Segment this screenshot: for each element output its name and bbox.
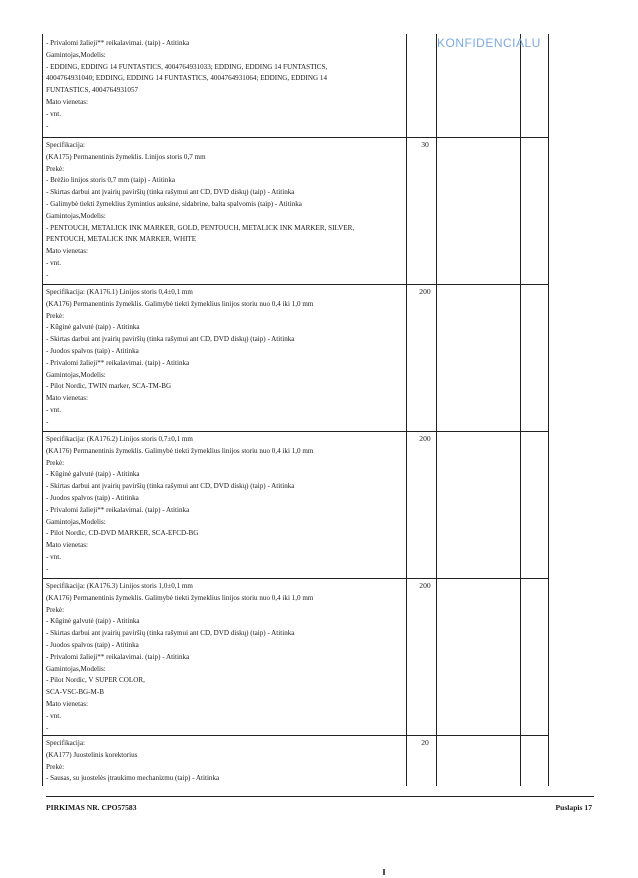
desc-line: - Skirtas darbui ant įvairių paviršių (tinka rašymui ant CD, DVD diskų) (taip) - Atitinka <box>46 482 295 491</box>
desc-line: - Skirtas darbui ant įvairių paviršių (tinka rašymui ant CD, DVD diskų) (taip) - Atitinka <box>46 188 295 197</box>
desc-line: - Brėžio linijos storis 0,7 mm (taip) - Atitinka <box>46 176 176 185</box>
desc-line: Specifikacija: (KA176.1) Linijos storis 0,4±0,1 mm <box>46 288 193 296</box>
desc-line: (KA177) Juostelinis korektorius <box>46 750 138 759</box>
row-description <box>46 38 404 132</box>
desc-line: Gamintojas,Modelis: <box>46 517 106 526</box>
desc-line: Prekė: <box>46 605 65 614</box>
scan-artifact <box>383 869 385 875</box>
desc-line: - Privalomi žalieji** reikalavimai. (taip) - Atitinka <box>46 505 190 514</box>
table-right-border <box>548 34 549 786</box>
row-separator <box>42 735 549 736</box>
desc-line: Gamintojas,Modelis: <box>46 211 106 220</box>
desc-line: Specifikacija: (KA176.3) Linijos storis 1,0±0,1 mm <box>46 582 193 590</box>
desc-line: - PENTOUCH, METALICK INK MARKER, GOLD, PENTOUCH, METALICK INK MARKER, SILVER, <box>46 223 355 232</box>
desc-line: - Privalomi žalieji** reikalavimai. (taip) - Atitinka <box>46 39 190 47</box>
footer-rule <box>46 796 594 797</box>
row-description <box>46 140 404 282</box>
table-col-divider-2 <box>436 34 437 786</box>
footer-page-number: Puslapis 17 <box>555 803 592 812</box>
row-quantity: 200 <box>419 581 431 590</box>
row-quantity: 30 <box>421 140 429 149</box>
table-left-border <box>42 34 43 786</box>
row-quantity: 200 <box>419 287 431 296</box>
desc-line: Specifikacija: <box>46 739 85 747</box>
row-separator <box>42 431 549 432</box>
desc-line: Mato vienetas: <box>46 394 88 403</box>
desc-line: - EDDING, EDDING 14 FUNTASTICS, 4004764931033; EDDING, EDDING 14 FUNTASTICS, <box>46 62 328 71</box>
desc-line: Mato vienetas: <box>46 97 88 106</box>
desc-line: - Pilot Nordic, CD-DVD MARKER, SCA-EFCD-BG <box>46 529 199 538</box>
row-separator <box>42 137 549 138</box>
desc-line: (KA175) Permanentinis žymeklis. Linijos storis 0,7 mm <box>46 152 206 161</box>
desc-line: Gamintojas,Modelis: <box>46 50 106 59</box>
desc-line: - vnt. <box>46 405 61 414</box>
desc-line: - vnt. <box>46 109 61 118</box>
desc-line: Gamintojas,Modelis: <box>46 664 106 673</box>
row-description <box>46 738 404 785</box>
row-description <box>46 434 404 576</box>
desc-line: Gamintojas,Modelis: <box>46 370 106 379</box>
desc-line: - <box>46 417 49 426</box>
row-description <box>46 581 404 734</box>
desc-line: - vnt. <box>46 711 61 720</box>
desc-line: - Kūginė galvutė (taip) - Atitinka <box>46 323 140 332</box>
desc-line: (KA176) Permanentinis žymeklis. Galimybė tiekti žymeklius linijos storiu nuo 0,4 iki 1,0 mm <box>46 593 314 602</box>
desc-line: - Kūginė galvutė (taip) - Atitinka <box>46 617 140 626</box>
desc-line: Mato vienetas: <box>46 699 88 708</box>
row-separator <box>42 284 549 285</box>
desc-line: 4004764931040; EDDING, EDDING 14 FUNTASTICS, 4004764931064; EDDING, EDDING 14 <box>46 74 327 83</box>
desc-line: - <box>46 270 49 279</box>
desc-line: - Galimybė tiekti žymeklius žymintius auksine, sidabrine, balta spalvomis (taip) - Atitinka <box>46 199 302 208</box>
desc-line: - vnt. <box>46 258 61 267</box>
desc-line: FUNTASTICS, 4004764931057 <box>46 86 139 95</box>
row-separator <box>42 578 549 579</box>
desc-line: - Juodos spalvos (taip) - Atitinka <box>46 640 139 649</box>
desc-line: (KA176) Permanentinis žymeklis. Galimybė tiekti žymeklius linijos storiu nuo 0,4 iki 1,0 mm <box>46 299 314 308</box>
desc-line: - Privalomi žalieji** reikalavimai. (taip) - Atitinka <box>46 358 190 367</box>
desc-line: Mato vienetas: <box>46 541 88 550</box>
row-description <box>46 287 404 429</box>
row-quantity: 200 <box>419 434 431 443</box>
desc-line: Prekė: <box>46 762 65 771</box>
desc-line: - Skirtas darbui ant įvairių paviršių (tinka rašymui ant CD, DVD diskų) (taip) - Atitinka <box>46 335 295 344</box>
confidential-stamp: KONFIDENCIALU <box>437 36 541 50</box>
desc-line: Prekė: <box>46 311 65 320</box>
desc-line: - Skirtas darbui ant įvairių paviršių (tinka rašymui ant CD, DVD diskų) (taip) - Atitinka <box>46 629 295 638</box>
footer-procurement-number: PIRKIMAS NR. CPO57583 <box>46 803 137 812</box>
row-quantity: 20 <box>421 738 429 747</box>
desc-line: - Sausas, su juostelės įtraukimo mechanizmu (taip) - Atitinka <box>46 774 220 783</box>
desc-line: SCA-VSC-BG-M-B <box>46 688 104 697</box>
desc-line: - <box>46 723 49 732</box>
desc-line: - Pilot Nordic, TWIN marker, SCA-TM-BG <box>46 382 172 391</box>
desc-line: Mato vienetas: <box>46 247 88 256</box>
table-col-divider-3 <box>520 34 521 786</box>
table-col-divider-1 <box>406 34 407 786</box>
desc-line: - vnt. <box>46 552 61 561</box>
desc-line: - Kūginė galvutė (taip) - Atitinka <box>46 470 140 479</box>
desc-line: Prekė: <box>46 458 65 467</box>
desc-line: Specifikacija: <box>46 141 85 149</box>
desc-line: - Pilot Nordic, V SUPER COLOR, <box>46 676 145 685</box>
desc-line: PENTOUCH, METALICK INK MARKER, WHITE <box>46 235 197 244</box>
desc-line: Specifikacija: (KA176.2) Linijos storis 0,7±0,1 mm <box>46 435 193 443</box>
desc-line: - Juodos spalvos (taip) - Atitinka <box>46 493 139 502</box>
desc-line: - <box>46 121 49 130</box>
desc-line: - <box>46 564 49 573</box>
desc-line: - Privalomi žalieji** reikalavimai. (taip) - Atitinka <box>46 652 190 661</box>
desc-line: (KA176) Permanentinis žymeklis. Galimybė tiekti žymeklius linijos storiu nuo 0,4 iki 1,0 mm <box>46 446 314 455</box>
desc-line: Prekė: <box>46 164 65 173</box>
desc-line: - Juodos spalvos (taip) - Atitinka <box>46 346 139 355</box>
